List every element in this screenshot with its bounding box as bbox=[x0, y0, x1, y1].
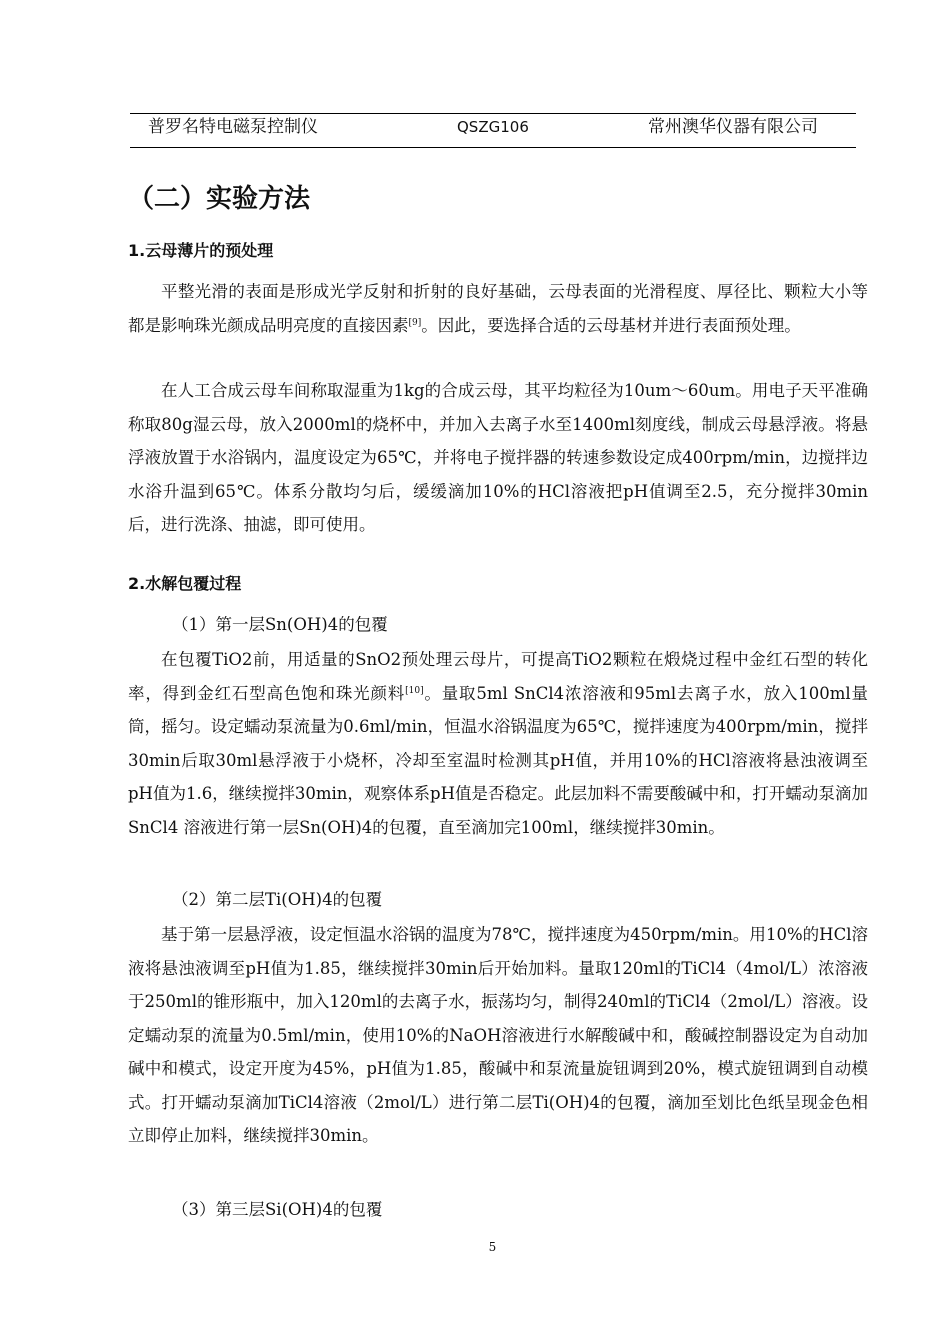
item-2-heading: （2）第二层Ti(OH)4的包覆 bbox=[172, 890, 383, 909]
paragraph-3-text-a: 在包覆TiO2前，用适量的SnO2预处理云母片，可提高TiO2颗粒在煅烧过程中金红石型的转化率，得到金红石型高色饱和珠光颜料 bbox=[128, 650, 868, 703]
paragraph-4: 基于第一层悬浮液，设定恒温水浴锅的温度为78℃，搅拌速度为450rpm/min。用10%的HCl溶液将悬浊液调至pH值为1.85，继续搅拌30min后开始加料。量取120ml的TiCl4（4mol/L）浓溶液于250ml的锥形瓶中，加入120ml的去离子水，振荡均匀，制得240ml的TiCl4（2mol/L）溶液。设定蠕动泵的流量为0.5ml/min，使用10%的NaOH溶液进行水解酸碱中和，酸碱控制器设定为自动加碱中和模式，设定开度为45%，pH值为1.85，酸碱中和泵流量旋钮调到20%，模式旋钮调到自动模式。打开蠕动泵滴加TiCl4溶液（2mol/L）进行第二层Ti(OH)4的包覆，滴加至划比色纸呈现金色相立即停止加料，继续搅拌30min。 bbox=[128, 925, 868, 1145]
citation-9: [9] bbox=[408, 317, 422, 328]
page-number: 5 bbox=[488, 1240, 497, 1254]
paragraph-3-text-b: 。量取5ml SnCl4浓溶液和95ml去离子水，放入100ml量筒，摇匀。设定蠕动泵流量为0.6ml/min，恒温水浴锅温度为65℃，搅拌速度为400rpm/min，搅拌30min后取30ml悬浮液于小烧杯，冷却至室温时检测其pH值，并用10%的HCl溶液将悬浊液调至pH值为1.6，继续搅拌30min，观察体系pH值是否稳定。此层加料不需要酸碱中和，打开蠕动泵滴加SnCl4 溶液进行第一层Sn(OH)4的包覆，直至滴加完100ml，继续搅拌30min。 bbox=[128, 683, 868, 837]
item-3-heading: （3）第三层Si(OH)4的包覆 bbox=[172, 1200, 383, 1219]
paragraph-1-text-b: 。因此，要选择合适的云母基材并进行表面预处理。 bbox=[421, 315, 801, 335]
header-company: 常州澳华仪器有限公司 bbox=[648, 117, 818, 137]
paragraph-1 bbox=[128, 275, 868, 342]
subsection-title-2: 2.水解包覆过程 bbox=[128, 574, 242, 593]
citation-10: [10] bbox=[405, 685, 424, 696]
item-1-heading: （1）第一层Sn(OH)4的包覆 bbox=[172, 615, 388, 634]
paragraph-2: 在人工合成云母车间称取湿重为1kg的合成云母，其平均粒径为10um～60um。用电子天平准确称取80g湿云母，放入2000ml的烧杯中，并加入去离子水至1400ml刻度线，制成云母悬浮液。将悬浮液放置于水浴锅内，温度设定为65℃，并将电子搅拌器的转速参数设定成400rpm/min，边搅拌边水浴升温到65℃。体系分散均匀后，缓缓滴加10%的HCl溶液把pH值调至2.5，充分搅拌30min后，进行洗涤、抽滤，即可使用。 bbox=[128, 381, 868, 534]
header-doc-code: QSZG106 bbox=[457, 118, 529, 136]
header-top-rule bbox=[130, 113, 856, 114]
header-bottom-rule bbox=[130, 147, 856, 148]
header-left-title: 普罗名特电磁泵控制仪 bbox=[148, 117, 318, 137]
section-title: （二）实验方法 bbox=[128, 184, 311, 214]
paragraph-1-text-a: 平整光滑的表面是形成光学反射和折射的良好基础，云母表面的光滑程度、厚径比、颗粒大小等都是影响珠光颜成品明亮度的直接因素 bbox=[128, 282, 868, 335]
paragraph-3 bbox=[128, 643, 868, 844]
subsection-title-1: 1.云母薄片的预处理 bbox=[128, 241, 274, 260]
